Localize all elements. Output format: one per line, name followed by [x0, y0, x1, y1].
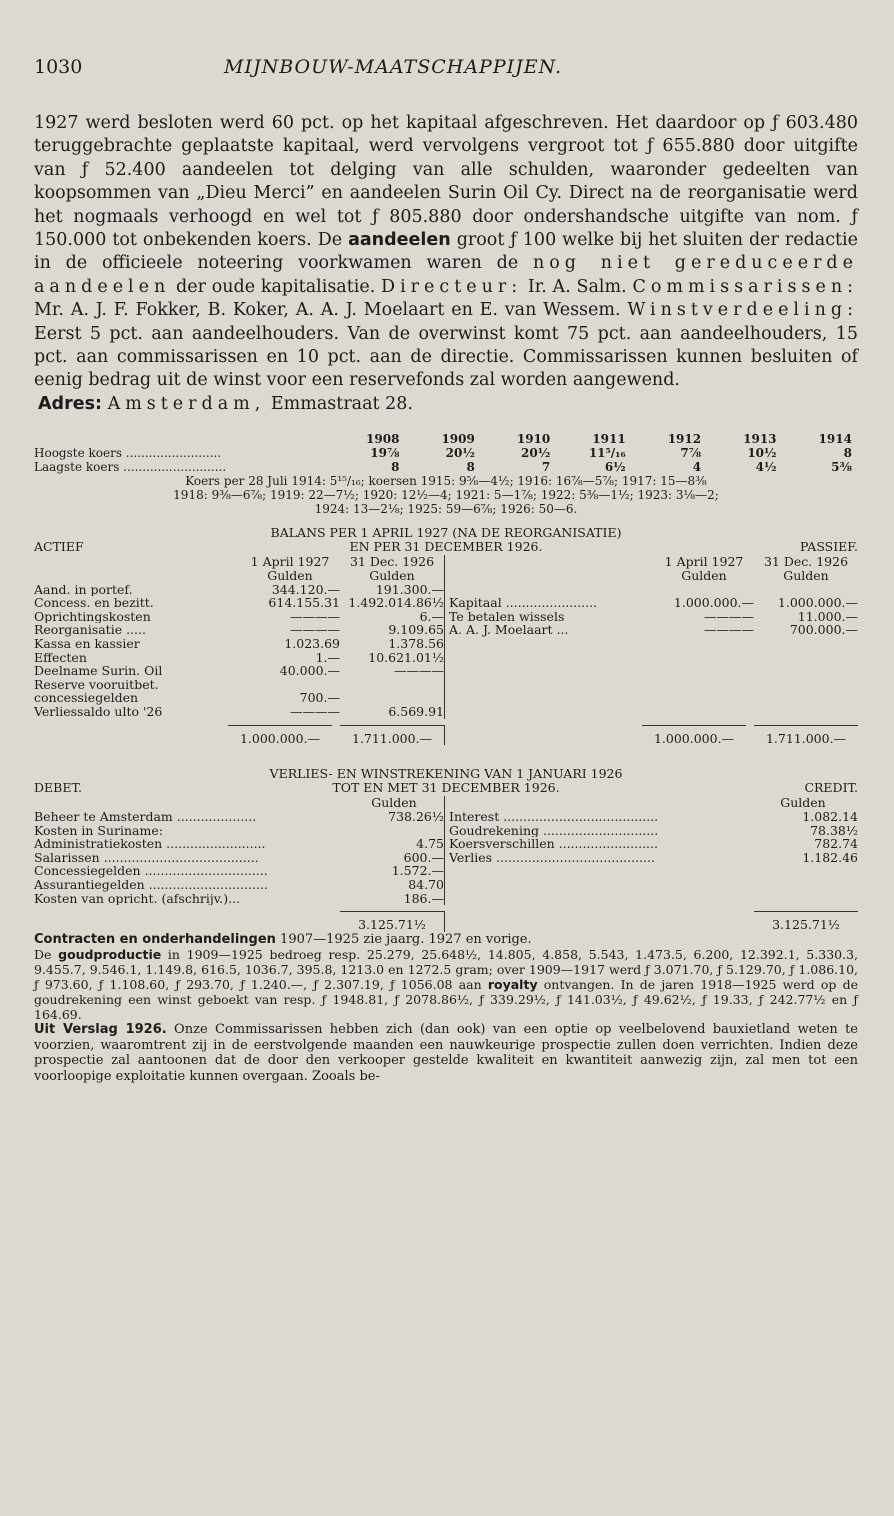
actief-row-1927: ———— [290, 608, 340, 624]
balance-heading [34, 526, 858, 540]
koers-value: 20½ [445, 446, 475, 461]
koers-year: 1914 [818, 432, 852, 447]
passief-column [445, 555, 858, 718]
actief-row-label: Concess. en bezitt. [34, 596, 154, 610]
adres-line [34, 393, 858, 416]
aandeelen-keyword: aandeelen [348, 230, 451, 251]
debet-row-amount: 186.— [403, 890, 444, 906]
passief-row-label: A. A. J. Moelaart ... [449, 623, 569, 638]
debet-row-amount: 600.— [403, 849, 444, 865]
pl-title: VERLIES- EN WINSTREKENING VAN 1 JANUARI 1926 [269, 766, 623, 782]
actief-row-label: Reserve vooruitbet. [34, 677, 159, 692]
goudproductie-paragraph [34, 947, 858, 1022]
actief-row-1926 [340, 691, 444, 705]
koers-year: 1909 [441, 432, 475, 447]
koers-year: 1910 [516, 432, 551, 447]
passief-row-1926: 700.000.— [789, 622, 858, 638]
actief-row-1926: ———— [394, 663, 444, 679]
verslag-lead: Uit Verslag 1926. [34, 1022, 167, 1038]
actief-row-1927 [240, 678, 340, 692]
nog-niet-phrase: nog niet gereduceerde aandeelen [34, 253, 858, 297]
actief-row-1926: 191.300.— [375, 581, 444, 597]
verslag-paragraph [34, 1022, 858, 1084]
passief-row-1927: 1.000.000.— [673, 595, 754, 611]
actief-row-1926: 6.569.91 [388, 704, 444, 719]
debet-row-label: Kosten in Suriname: [34, 823, 163, 838]
directeur-label: Directeur: [381, 276, 523, 297]
actief-head-blank [34, 555, 240, 569]
adres-city: Amsterdam, [107, 393, 266, 414]
passief-unit-1927: Gulden [681, 568, 727, 584]
passief-row [449, 610, 858, 624]
koers-value: 8 [391, 460, 400, 475]
actief-row [34, 610, 444, 624]
credit-row [449, 837, 858, 851]
koers-row-label: Hoogste koers ......................... [34, 446, 222, 461]
debet-unit: Gulden [371, 795, 417, 811]
passief-label: PASSIEF. [800, 538, 858, 554]
balance-subtitle: EN PER 31 DECEMBER 1926. [349, 538, 543, 554]
actief-row [34, 623, 444, 637]
credit-row-amount: 78.38½ [810, 822, 858, 838]
goud-text-1: in 1909—1925 bedroeg resp. 25.279, 25.648½, 14.805, 4.858, 5.543, 1.473.5, 6.200, 12.392.1, 5.330.3, 9.455.7, 9.546.1, 1.149.8, 616.5, 1036.7, 395.8, 1213.0 en 1272.5 gram; over 1909—1917 werd ƒ 3.071.70, ƒ 5.129.70, ƒ 1.086.10, ƒ 973.60, ƒ 1.108.60, ƒ 293.70, ƒ 1.240.—, ƒ 2.307.19, ƒ 1056.08 aan [34, 947, 858, 993]
debet-row-label: Concessiegelden ............................... [34, 864, 268, 878]
debet-row-amount: 4.75 [416, 836, 444, 852]
debet-row [34, 810, 444, 824]
actief-row-label: Verliessaldo ulto '26 [34, 705, 163, 719]
balance-title: BALANS PER 1 APRIL 1927 (NA DE REORGANISATIE) [270, 525, 622, 541]
koers-value: 8 [466, 460, 475, 475]
pl-subheading [34, 781, 858, 795]
adres-label: Adres: [38, 393, 102, 414]
credit-row-label: Goudrekening ............................. [449, 823, 659, 838]
actief-row-label: Reorganisatie ..... [34, 623, 146, 638]
actief-row-1927: ———— [290, 622, 340, 638]
actief-row-1927: 40.000.— [279, 663, 340, 679]
verslag-text: Onze Commissarissen hebben zich (dan ook) van een optie op veelbelovend bauxietland weten te voorzien, waaromtrent zij in de eerstvolgende maanden een nauwkeurige prospectie zullen doen verrichten. Indien deze prospectie zal aantoonen dat de door den verkooper gestelde kwaliteit en kwantiteit aanwezig zijn, zal men tot een voorloopige exploitatie kunnen overgaan. Zooals be- [34, 1022, 859, 1084]
actief-row [34, 705, 444, 719]
total-passief-1926: 1.711.000.— [754, 725, 858, 746]
profit-loss [34, 767, 858, 932]
intro-text-5: Mr. A. J. F. Fokker, B. Koker, A. A. J. Moelaart en E. van Wessem. [34, 300, 628, 321]
passief-row [449, 596, 858, 610]
actief-head-1926: 31 Dec. 1926 [349, 554, 435, 570]
koers-year: 1912 [667, 432, 702, 447]
koers-row [34, 460, 858, 474]
debet-row [34, 892, 444, 906]
actief-row [34, 691, 444, 705]
pl-total-debet: 3.125.71½ [340, 911, 444, 932]
intro-text-2: groot ƒ 100 welke bij het sluiten der redactie in de officieele noteering voorkwamen waren de [34, 230, 858, 274]
commissarissen-label: Commissarissen: [632, 276, 858, 297]
actief-row-1927: ———— [290, 704, 340, 719]
actief-row-1926 [340, 678, 444, 692]
debet-row-label: Kosten van opricht. (afschrijv.)... [34, 891, 241, 906]
actief-row-label: Oprichtingskosten [34, 609, 151, 624]
koers-row-label: Laagste koers ........................... [34, 460, 227, 475]
actief-row-1926: 6.— [419, 608, 444, 624]
koers-year: 1913 [743, 432, 777, 447]
koers-table [34, 432, 858, 516]
passief-row-1927 [654, 583, 754, 597]
actief-row [34, 596, 444, 610]
actief-row [34, 678, 444, 692]
goud-text-2: ontvangen. In de jaren 1918—1925 werd op de goudrekening een winst geboekt van resp. ƒ 1948.81, ƒ 2078.86½, ƒ 339.29½, ƒ 141.03½, ƒ 49.62½, ƒ 19.33, ƒ 242.77½ en ƒ 164.69. [34, 977, 858, 1023]
pl-subtitle: TOT EN MET 31 DECEMBER 1926. [332, 779, 560, 795]
actief-unit-1926: Gulden [369, 568, 415, 584]
balance-columns [34, 555, 858, 718]
actief-column [34, 555, 445, 718]
debet-label: DEBET. [34, 779, 82, 795]
passief-row-label: Te betalen wissels [449, 609, 565, 624]
passief-row-1927: ———— [704, 622, 754, 638]
contracten-lead: Contracten en onderhandelingen [34, 931, 276, 947]
passief-head-blank [449, 555, 654, 569]
actief-unit-1927: Gulden [267, 568, 313, 584]
actief-row-label: Aand. in portef. [34, 582, 133, 597]
pl-columns [34, 796, 858, 905]
koers-value: 19⅞ [370, 446, 400, 461]
balance-sheet [34, 526, 858, 745]
contracten-text: 1907—1925 zie jaarg. 1927 en vorige. [275, 931, 532, 947]
actief-row-1926: 1.492.014.86½ [348, 595, 444, 611]
passief-unit-blank [449, 569, 654, 583]
intro-text-6: Eerst 5 pct. aan aandeelhouders. Van de overwinst komt 75 pct. aan aandeelhouders, 15 pct. aan commissarissen en 10 pct. aan de directie. Commissarissen kunnen besluiten of eenig bedrag uit de winst voor een reservefonds zal worden aangewend. [34, 323, 858, 391]
intro-text-1: 1927 werd besloten werd 60 pct. op het kapitaal afgeschreven. Het daardoor op ƒ 603.480 teruggebrachte geplaatste kapitaal, werd vervolgens vergroot tot ƒ 655.880 door uitgifte van ƒ 52.400 aandeelen tot delging van alle schulden, waaronder gedeelten van koopsommen van „Dieu Merci” en aandeelen Surin Oil Cy. Direct na de reorganisatie werd het nogmaals verhoogd en wel tot ƒ 805.880 door ondershandsche uitgifte van nom. ƒ 150.000 tot onbekenden koers. De [34, 113, 858, 251]
koers-year: 1908 [366, 432, 400, 447]
passief-unit-1926: Gulden [783, 568, 829, 584]
credit-row-label: Verlies ........................................ [449, 850, 655, 865]
page-header [34, 56, 858, 78]
credit-row-amount: 782.74 [814, 836, 858, 852]
pl-totals [34, 911, 858, 932]
koers-note-1: Koers per 28 Juli 1914: 5¹⁵/₁₆; koersen 1915: 9⅝—4½; 1916: 16⅞—5⅞; 1917: 15—8⅜ [185, 474, 707, 489]
actief-unit-header [34, 569, 444, 583]
total-passief-1927: 1.000.000.— [642, 725, 746, 746]
passief-row [449, 583, 858, 597]
koers-value: 11⁵/₁₆ [588, 446, 626, 461]
intro-text-4: Ir. A. Salm. [522, 276, 633, 297]
debet-row-amount [344, 824, 444, 838]
actief-row-1927: 700.— [299, 690, 340, 706]
pl-heading [34, 767, 858, 781]
koers-value: 5⅜ [831, 460, 852, 475]
debet-row-amount: 738.26½ [388, 808, 444, 824]
koers-value: 20½ [521, 446, 551, 461]
balance-subheading [34, 540, 858, 554]
actief-row-1927: 614.155.31 [268, 595, 340, 611]
debet-column [34, 796, 445, 905]
actief-row-1927: 1.— [315, 649, 340, 665]
intro-paragraph [34, 112, 858, 393]
actief-head-1927: 1 April 1927 [250, 554, 330, 570]
passief-head-1926: 31 Dec. 1926 [763, 554, 849, 570]
actief-row-1926: 1.378.56 [388, 636, 444, 652]
debet-row-amount: 1.572.— [391, 863, 444, 879]
koers-note-3: 1924: 13—2⅛; 1925: 59—6⅞; 1926: 50—6. [314, 502, 578, 517]
debet-row-amount: 84.70 [408, 876, 444, 892]
debet-row [34, 864, 444, 878]
passief-row-1926 [754, 583, 858, 597]
actief-row-label: Deelname Surin. Oil [34, 664, 163, 678]
credit-column [445, 796, 858, 905]
credit-label: CREDIT. [804, 779, 858, 795]
total-actief-1927: 1.000.000.— [228, 725, 332, 746]
actief-row-1927: 1.023.69 [284, 636, 340, 652]
koers-years-row [34, 432, 858, 446]
passief-head-1927: 1 April 1927 [664, 554, 744, 570]
actief-row-label: Kassa en kassier [34, 637, 140, 651]
debet-row [34, 878, 444, 892]
balance-totals [34, 725, 858, 746]
passief-row-1926: 1.000.000.— [777, 595, 858, 611]
koers-year: 1911 [592, 432, 626, 447]
credit-row-amount: 1.182.46 [802, 849, 858, 865]
credit-row [449, 810, 858, 824]
koers-value: 4 [692, 460, 702, 475]
adres-street: Emmastraat 28. [270, 393, 413, 414]
debet-row-label: Assurantiegelden .............................. [34, 877, 268, 892]
contracten-paragraph [34, 932, 858, 948]
actief-label: ACTIEF [34, 538, 84, 554]
debet-row [34, 837, 444, 851]
koers-value: 10½ [747, 446, 777, 461]
koers-note-2: 1918: 9⅜—6⅞; 1919: 22—7½; 1920: 12½—4; 1921: 5—1⅞; 1922: 5⅜—1½; 1923: 3⅛—2; [173, 488, 719, 503]
passief-row-label: Kapitaal ....................... [449, 596, 598, 610]
passief-row [449, 623, 858, 637]
passief-unit-header [449, 569, 858, 583]
actief-row-1926: 10.621.01½ [368, 649, 444, 665]
koers-row [34, 446, 858, 460]
actief-row-1926: 9.109.65 [388, 622, 444, 638]
passief-row-1926: 11.000.— [797, 608, 858, 624]
page-number: 1030 [34, 56, 83, 78]
running-title: MIJNBOUW-MAATSCHAPPIJEN. [224, 56, 563, 78]
passief-row-1927: ———— [704, 608, 754, 624]
debet-row [34, 824, 444, 838]
royalty-keyword: royalty [487, 977, 538, 993]
passief-date-header [449, 555, 858, 569]
goudproductie-lead: goudproductie [58, 947, 162, 963]
total-actief-1926: 1.711.000.— [340, 725, 444, 746]
actief-row [34, 637, 444, 651]
actief-row [34, 583, 444, 597]
actief-date-header [34, 555, 444, 569]
koers-value: 7⅞ [680, 446, 702, 461]
koers-value: 6½ [604, 460, 626, 475]
credit-row [449, 824, 858, 838]
actief-unit-blank [34, 569, 240, 583]
actief-row-label: Effecten [34, 650, 87, 665]
winstverdeeling-label: Winstverdeeling: [627, 300, 858, 321]
credit-row [449, 851, 858, 865]
credit-row-label: Interest ....................................... [449, 809, 659, 824]
debet-row-label: Administratiekosten ......................... [34, 837, 266, 851]
credit-row-amount: 1.082.14 [802, 808, 858, 824]
goud-pre: De [34, 947, 59, 963]
intro-text-3: der oude kapitalisatie. [170, 276, 382, 297]
debet-row-label: Salarissen ....................................... [34, 850, 259, 865]
credit-unit: Gulden [780, 795, 826, 811]
debet-row [34, 851, 444, 865]
koers-value: 4½ [755, 460, 777, 475]
actief-row-1927: 344.120.— [271, 581, 340, 597]
actief-row [34, 651, 444, 665]
debet-row-label: Beheer te Amsterdam .................... [34, 809, 257, 824]
koers-value: 8 [843, 446, 852, 461]
passief-row-label [449, 583, 654, 597]
credit-row-label: Koersverschillen ......................... [449, 837, 658, 851]
koers-value: 7 [541, 460, 551, 475]
actief-row-label: concessiegelden [34, 691, 139, 705]
actief-row [34, 664, 444, 678]
pl-total-credit: 3.125.71½ [754, 911, 858, 932]
